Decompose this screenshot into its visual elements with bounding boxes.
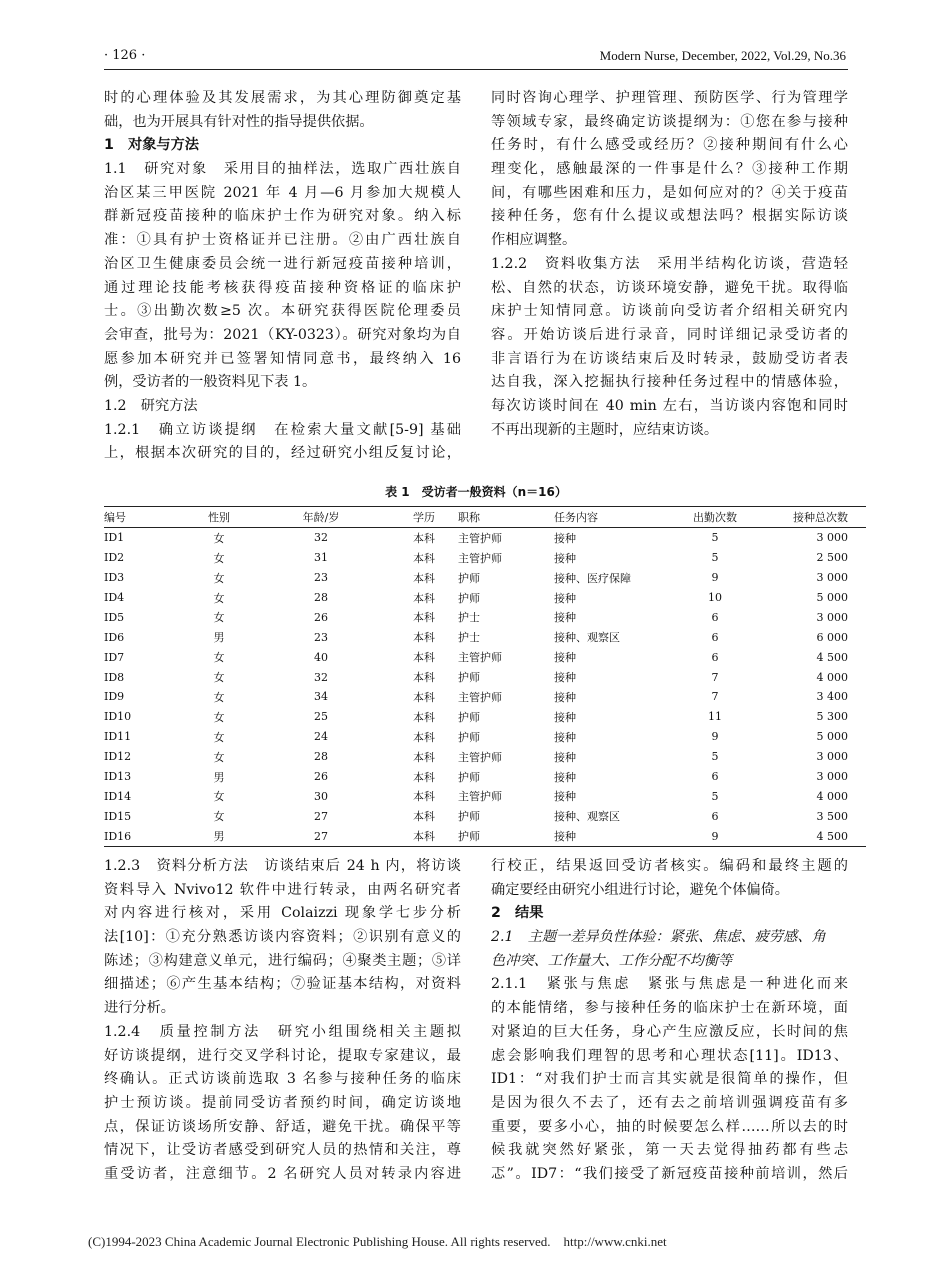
table-header-cell: 性别: [208, 510, 230, 524]
text-line: ID1：“对我们护士而言其实就是很简单的操作，但: [491, 1071, 848, 1088]
table-cell: 接种: [554, 710, 576, 724]
text-line: 每次访谈时间在 40 min 左右，当访谈内容饱和同时: [491, 397, 848, 414]
table-cell: 6: [711, 630, 719, 644]
table-cell: ID7: [104, 650, 125, 664]
table-cell: 主管护师: [458, 750, 502, 764]
table-cell: 女: [213, 531, 225, 545]
table-cell: ID11: [104, 730, 132, 744]
table-cell: 6 000: [816, 630, 848, 644]
table-cell: 本科: [413, 830, 435, 844]
table-cell: ID15: [104, 809, 132, 823]
text-line: 治区某三甲医院 2021 年 4 月—6 月参加大规模人: [104, 184, 461, 201]
table-cell: 本科: [413, 671, 435, 685]
table-cell: 接种、医疗保障: [554, 571, 631, 585]
text-line: 同时咨询心理学、护理管理、预防医学、行为管理学: [491, 90, 848, 106]
table-cell: 6: [711, 610, 719, 624]
text-line: 的本能情绪，参与接种任务的临床护士在新环境，面: [491, 1000, 848, 1017]
table-cell: 3 000: [816, 571, 848, 585]
table-title: 表 1 受访者一般资料（n＝16）: [385, 485, 567, 499]
table-row: [104, 687, 866, 707]
table-row: [104, 727, 866, 747]
body-top-left-column: [104, 87, 461, 466]
table-cell: 本科: [413, 531, 435, 545]
text-line: 理变化，感触最深的一件事是什么？③接种工作期: [491, 161, 848, 178]
table-cell: 女: [213, 790, 225, 804]
table-cell: ID2: [104, 551, 125, 565]
journal-citation: Modern Nurse, December, 2022, Vol.29, No.36: [599, 48, 846, 63]
table-cell: 6: [711, 809, 719, 823]
table-cell: 女: [213, 690, 225, 704]
text-line: 2.1 主题一差异负性体验：紧张、焦虑、疲劳感、角: [491, 929, 826, 946]
table-cell: 3 500: [816, 809, 848, 823]
table-cell: 接种、观察区: [554, 810, 620, 824]
text-line: 对内容进行核对，采用 Colaizzi 现象学七步分析: [104, 905, 461, 922]
table-cell: 27: [314, 809, 328, 823]
table-cell: 主管护师: [458, 790, 502, 804]
table-cell: 7: [711, 690, 719, 704]
table-cell: 3 000: [816, 610, 848, 624]
participants-table: [104, 506, 848, 847]
table-cell: 接种: [554, 690, 576, 704]
table-cell: 女: [213, 710, 225, 724]
table-row: [104, 607, 866, 627]
table-cell: 31: [314, 551, 328, 565]
table-cell: 护士: [458, 631, 480, 645]
text-line: 2.1.1 紧张与焦虑 紧张与焦虑是一种进化而来: [491, 976, 848, 993]
table-cell: 7: [711, 670, 719, 684]
table-cell: 3 400: [816, 690, 848, 704]
table-cell: 护师: [458, 830, 480, 844]
table-cell: 护师: [458, 591, 480, 605]
body-bottom-left-column: [104, 855, 461, 1187]
table-cell: ID8: [104, 670, 125, 684]
table-cell: 主管护师: [458, 690, 502, 704]
text-line: 点，保证访谈场所安静、舒适，避免干扰。确保平等: [104, 1118, 461, 1135]
text-line: 对紧迫的巨大任务，身心产生应激反应，长时间的焦: [491, 1023, 848, 1040]
table-cell: 本科: [413, 790, 435, 804]
table-cell: 2 500: [816, 551, 848, 565]
table-cell: 本科: [413, 710, 435, 724]
body-top-right-column: [491, 87, 848, 442]
table-cell: 男: [213, 770, 225, 784]
table-cell: 本科: [413, 631, 435, 645]
table-cell: 6: [711, 770, 719, 784]
text-line: 础，也为开展具有针对性的指导提供依据。: [104, 113, 374, 130]
table-cell: 4 500: [816, 650, 848, 664]
table-cell: 本科: [413, 591, 435, 605]
table-cell: 9: [711, 730, 719, 744]
table-header-row: [104, 507, 866, 528]
text-line: 时的心理体验及其发展需求，为其心理防御奠定基: [104, 90, 461, 106]
table-cell: 女: [213, 551, 225, 565]
table-cell: ID4: [104, 591, 125, 604]
table-cell: 9: [711, 829, 719, 843]
table-row: [104, 707, 866, 727]
text-line: 会审查，批号为：2021（KY-0323）。研究对象均为自: [104, 326, 461, 343]
body-bottom-right-column: [491, 855, 848, 1187]
table-cell: ID1: [104, 531, 125, 545]
table-row: [104, 747, 866, 767]
table-cell: ID6: [104, 630, 125, 644]
table-cell: ID10: [104, 710, 132, 724]
table-cell: 32: [314, 670, 328, 684]
table-cell: 40: [314, 650, 328, 664]
table-row: [104, 588, 866, 608]
table-cell: 32: [314, 531, 328, 545]
table-cell: 接种: [554, 591, 576, 605]
copyright-footer: (C)1994-2023 China Academic Journal Electronic Publishing House. All rights reserved. http://www.cnki.net: [88, 1234, 667, 1249]
text-line: 士。③出勤次数≥5 次。本研究获得医院伦理委员: [104, 303, 461, 320]
text-line: 进行分析。: [104, 1000, 175, 1017]
table-cell: 女: [213, 591, 225, 605]
table-cell: 4 500: [816, 829, 848, 843]
text-line: 确定要经由研究小组进行讨论，避免个体偏倚。: [491, 881, 789, 898]
table-cell: ID12: [104, 750, 132, 764]
table-cell: 26: [314, 610, 328, 624]
table-cell: 本科: [413, 551, 435, 565]
page-number: · 126 ·: [104, 48, 146, 63]
text-line: 重要，要多小心，抽的时候要怎么样……所以去的时: [491, 1118, 848, 1135]
table-cell: 接种: [554, 770, 576, 784]
text-line: 非言语行为在访谈结束后及时转录，鼓励受访者表: [491, 350, 848, 367]
table-cell: 接种: [554, 531, 576, 545]
table-cell: 主管护师: [458, 651, 502, 665]
table-cell: 本科: [413, 690, 435, 704]
text-line: 等领域专家，最终确定访谈提纲为：①您在参与接种: [491, 113, 848, 130]
table-cell: 3 000: [816, 750, 848, 764]
table-cell: ID3: [104, 571, 125, 585]
text-line: 好访谈提纲，进行交叉学科讨论，提取专家建议，最: [104, 1047, 461, 1064]
table-cell: 5 000: [816, 730, 848, 744]
table-cell: 护师: [458, 810, 480, 824]
header-rule: [104, 69, 848, 70]
table-header-cell: 年龄/岁: [302, 510, 340, 524]
table-cell: ID14: [104, 789, 132, 803]
table-cell: 女: [213, 810, 225, 824]
text-line: 愿参加本研究并已签署知情同意书，最终纳入 16: [104, 350, 461, 367]
table-cell: 女: [213, 571, 225, 585]
table-row: [104, 527, 866, 547]
text-line: 是因为很久不去了，还有去之前培训强调疫苗有多: [491, 1094, 848, 1111]
table-row: [104, 667, 866, 687]
table-cell: 本科: [413, 611, 435, 625]
table-row: [104, 767, 866, 787]
table-cell: 28: [314, 750, 328, 764]
table-cell: 本科: [413, 810, 435, 824]
text-line: 准：①具有护士资格证并已注册。②由广西壮族自: [104, 232, 461, 249]
table-cell: 接种: [554, 611, 576, 625]
table-cell: 5: [711, 551, 719, 565]
table-row: [104, 568, 866, 588]
table-cell: 27: [314, 829, 328, 843]
table-row: [104, 786, 866, 806]
text-line: 不再出现新的主题时，应结束访谈。: [491, 421, 719, 438]
table-cell: 5 000: [816, 591, 848, 604]
text-line: 上，根据本次研究的目的，经过研究小组反复讨论，: [104, 445, 461, 462]
text-line: 1.2 研究方法: [104, 397, 198, 414]
text-line: 终确认。正式访谈前选取 3 名参与接种任务的临床: [104, 1071, 461, 1088]
table-cell: 本科: [413, 651, 435, 665]
table-header-cell: 接种总次数: [793, 510, 848, 524]
table-cell: ID13: [104, 770, 132, 784]
table-cell: 女: [213, 730, 225, 744]
table-header-cell: 编号: [104, 510, 126, 524]
text-line: 接种任务，您有什么提议或想法吗？根据实际访谈: [491, 208, 848, 225]
table-cell: 本科: [413, 770, 435, 784]
table-cell: 23: [314, 630, 328, 644]
table-cell: 护师: [458, 710, 480, 724]
text-line: 资料导入 Nvivo12 软件中进行转录，由两名研究者: [104, 881, 461, 898]
table-cell: 5: [711, 789, 719, 803]
text-line: 松、自然的状态，访谈环境安静，避免干扰。取得临: [491, 279, 848, 296]
table-cell: 男: [213, 631, 225, 645]
table-cell: 5 300: [816, 710, 848, 724]
table-cell: 3 000: [816, 770, 848, 784]
table-header-cell: 出勤次数: [693, 510, 737, 524]
table-cell: 本科: [413, 730, 435, 744]
text-line: 色冲突、工作量大、工作分配不均衡等: [491, 952, 733, 969]
text-line: 法[10]：①充分熟悉访谈内容资料；②识别有意义的: [104, 929, 461, 946]
text-line: 护士预访谈。提前同受访者预约时间，确定访谈地: [104, 1094, 461, 1111]
table-cell: 6: [711, 650, 719, 664]
table-cell: 5: [711, 750, 719, 764]
table-row: [104, 627, 866, 647]
text-line: 虑会影响我们理智的思考和心理状态[11]。ID13、: [491, 1047, 848, 1064]
table-cell: 4 000: [816, 789, 848, 803]
table-cell: 女: [213, 671, 225, 685]
text-line: 忑”。ID7：“我们接受了新冠疫苗接种前培训，然后: [491, 1165, 848, 1182]
table-header-cell: 职称: [458, 510, 480, 524]
table-cell: 3 000: [816, 531, 848, 545]
text-line: 1.2.4 质量控制方法 研究小组围绕相关主题拟: [104, 1023, 461, 1040]
table-cell: 女: [213, 611, 225, 625]
table-row: [104, 548, 866, 568]
table-cell: 9: [711, 571, 719, 585]
text-line: 行校正，结果返回受访者核实。编码和最终主题的: [491, 858, 848, 874]
text-line: 群新冠疫苗接种的临床护士作为研究对象。纳入标: [104, 208, 461, 225]
table-cell: 10: [708, 591, 722, 604]
table-cell: 接种: [554, 790, 576, 804]
table-header-cell: 任务内容: [554, 510, 598, 524]
table-row: [104, 806, 866, 826]
table-cell: 26: [314, 770, 328, 784]
table-row: [104, 647, 866, 667]
text-line: 作相应调整。: [491, 232, 577, 249]
table-cell: 34: [314, 690, 328, 704]
table-cell: 接种: [554, 651, 576, 665]
table-cell: 女: [213, 750, 225, 764]
table-cell: 接种: [554, 671, 576, 685]
text-line: 候我就突然好紧张，第一天去觉得抽药都有些忐: [491, 1142, 848, 1159]
text-line: 通过理论技能考核获得疫苗接种资格证的临床护: [104, 279, 461, 296]
table-cell: 接种: [554, 551, 576, 565]
table-cell: 护师: [458, 730, 480, 744]
table-cell: 接种: [554, 830, 576, 844]
table-cell: 护士: [458, 611, 480, 625]
table-header-cell: 学历: [413, 510, 435, 524]
text-line: 达自我，深入挖掘执行接种任务过程中的情感体验，: [491, 374, 848, 391]
text-line: 1.2.3 资料分析方法 访谈结束后 24 h 内，将访谈: [104, 858, 461, 874]
table-cell: 接种: [554, 750, 576, 764]
table-cell: 23: [314, 571, 328, 585]
table-cell: 5: [711, 531, 719, 545]
table-cell: 本科: [413, 571, 435, 585]
text-line: 例，受访者的一般资料见下表 1。: [104, 374, 317, 391]
table-cell: 24: [314, 730, 328, 744]
text-line: 陈述；③构建意义单元，进行编码；④聚类主题；⑤详: [104, 952, 461, 969]
text-line: 1.2.1 确立访谈提纲 在检索大量文献[5-9] 基础: [104, 421, 461, 438]
table-cell: 11: [708, 710, 722, 724]
table-cell: 接种、观察区: [554, 631, 620, 645]
table-cell: 男: [213, 830, 225, 844]
text-line: 情况下，让受访者感受到研究人员的热情和关注，尊: [104, 1142, 461, 1159]
table-cell: 4 000: [816, 670, 848, 684]
table-cell: 护师: [458, 571, 480, 585]
text-line: 细描述；⑥产生基本结构；⑦验证基本结构，对资料: [104, 976, 461, 993]
table-cell: ID5: [104, 610, 125, 624]
text-line: 1.1 研究对象 采用目的抽样法，选取广西壮族自: [104, 161, 461, 178]
table-cell: 25: [314, 710, 328, 724]
table-cell: 28: [314, 591, 328, 604]
table-cell: 护师: [458, 770, 480, 784]
text-line: 1.2.2 资料收集方法 采用半结构化访谈，营造轻: [491, 255, 848, 272]
table-cell: 主管护师: [458, 531, 502, 545]
text-line: 重受访者，注意细节。2 名研究人员对转录内容进: [104, 1165, 461, 1182]
text-line: 间，有哪些困难和压力，是如何应对的？④关于疫苗: [491, 184, 848, 201]
table-cell: 主管护师: [458, 551, 502, 565]
table-cell: ID9: [104, 690, 125, 704]
text-line: 容。开始访谈后进行录音，同时详细记录受访者的: [491, 326, 848, 343]
table-cell: 接种: [554, 730, 576, 744]
text-line: 2 结果: [491, 905, 544, 922]
table-cell: ID16: [104, 829, 132, 843]
table-row: [104, 826, 866, 846]
table-cell: 30: [314, 789, 328, 803]
text-line: 1 对象与方法: [104, 137, 199, 154]
table-cell: 本科: [413, 750, 435, 764]
text-line: 治区卫生健康委员会统一进行新冠疫苗接种培训，: [104, 255, 461, 272]
table-cell: 护师: [458, 671, 480, 685]
text-line: 床护士知情同意。访谈前向受访者介绍相关研究内: [491, 303, 848, 320]
table-cell: 女: [213, 651, 225, 665]
text-line: 任务时，有什么感受或经历？②接种期间有什么心: [491, 137, 848, 154]
